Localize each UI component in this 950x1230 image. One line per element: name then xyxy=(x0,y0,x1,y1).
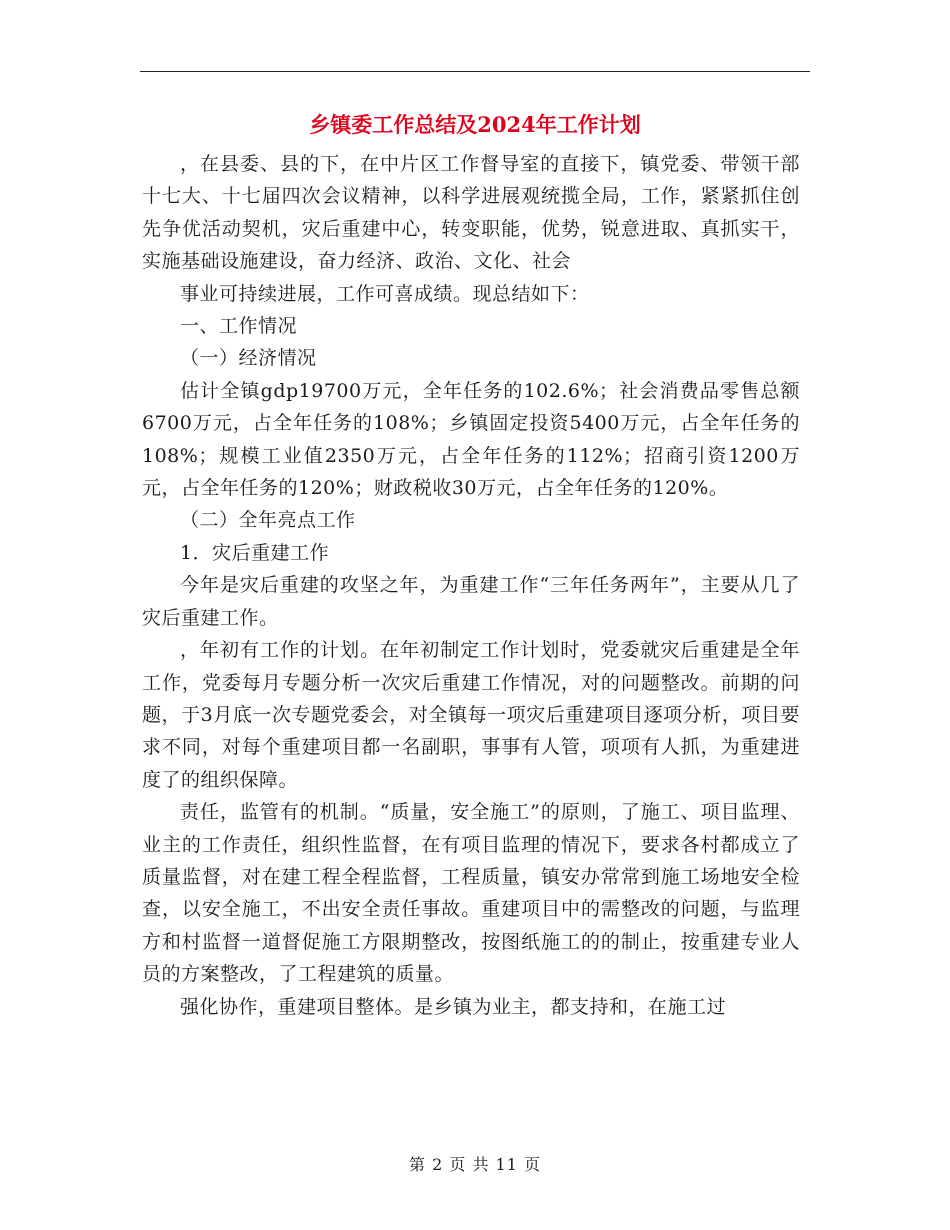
paragraph: 今年是灾后重建的攻坚之年，为重建工作“三年任务两年”，主要从几了灾后重建工作。 xyxy=(142,574,800,629)
paragraph: 事业可持续进展，工作可喜成绩。现总结如下： xyxy=(180,282,590,305)
document-body xyxy=(142,148,800,1023)
item-heading: 1．灾后重建工作 xyxy=(180,541,330,564)
paragraph: 责任，监管有的机制。“质量，安全施工”的原则，了施工、项目监理、业主的工作责任，组织性监督，在有项目监理的情况下，要求各村都成立了质量监督，对在建工程全程监督，工程质量，镇安办常常到施工场地安全检查，以安全施工，不出安全责任事故。重建项目中的需整改的问题，与监理方和村监督一道督促施工方限期整改，按图纸施工的的制止，按重建专业人员的方案整改，了工程建筑的质量。 xyxy=(142,801,800,986)
paragraph: 强化协作，重建项目整体。是乡镇为业主，都支持和，在施工过 xyxy=(180,995,727,1018)
subsection-heading: （二）全年亮点工作 xyxy=(180,509,356,532)
paragraph: ，年初有工作的计划。在年初制定工作计划时，党委就灾后重建是全年工作，党委每月专题分析一次灾后重建工作情况，对的问题整改。前期的问题，于3月底一次专题党委会，对全镇每一项灾后重建项目逐项分析，项目要求不同，对每个重建项目都一名副职，事事有人管，项项有人抓，为重建进度了的组织保障。 xyxy=(142,639,800,791)
subsection-heading: （一）经济情况 xyxy=(180,347,317,370)
section-heading: 一、工作情况 xyxy=(180,315,298,338)
paragraph: ，在县委、县的下，在中片区工作督导室的直接下，镇党委、带领干部十七大、十七届四次会议精神，以科学进展观统揽全局，工作，紧紧抓住创先争优活动契机，灾后重建中心，转变职能，优势，锐意进取、真抓实干，实施基础设施建设，奋力经济、政治、文化、社会 xyxy=(142,153,800,273)
document-title: 乡镇委工作总结及2024年工作计划 xyxy=(309,112,641,137)
page-footer: 第 2 页 共 11 页 xyxy=(409,1155,541,1174)
header-rule xyxy=(140,71,810,72)
paragraph: 估计全镇gdp19700万元，全年任务的102.6%；社会消费品零售总额6700万元，占全年任务的108%；乡镇固定投资5400万元，占全年任务的108%；规模工业值2350万元，占全年任务的112%；招商引资1200万元，占全年任务的120%；财政税收30万元，占全年任务的120%。 xyxy=(142,379,800,500)
